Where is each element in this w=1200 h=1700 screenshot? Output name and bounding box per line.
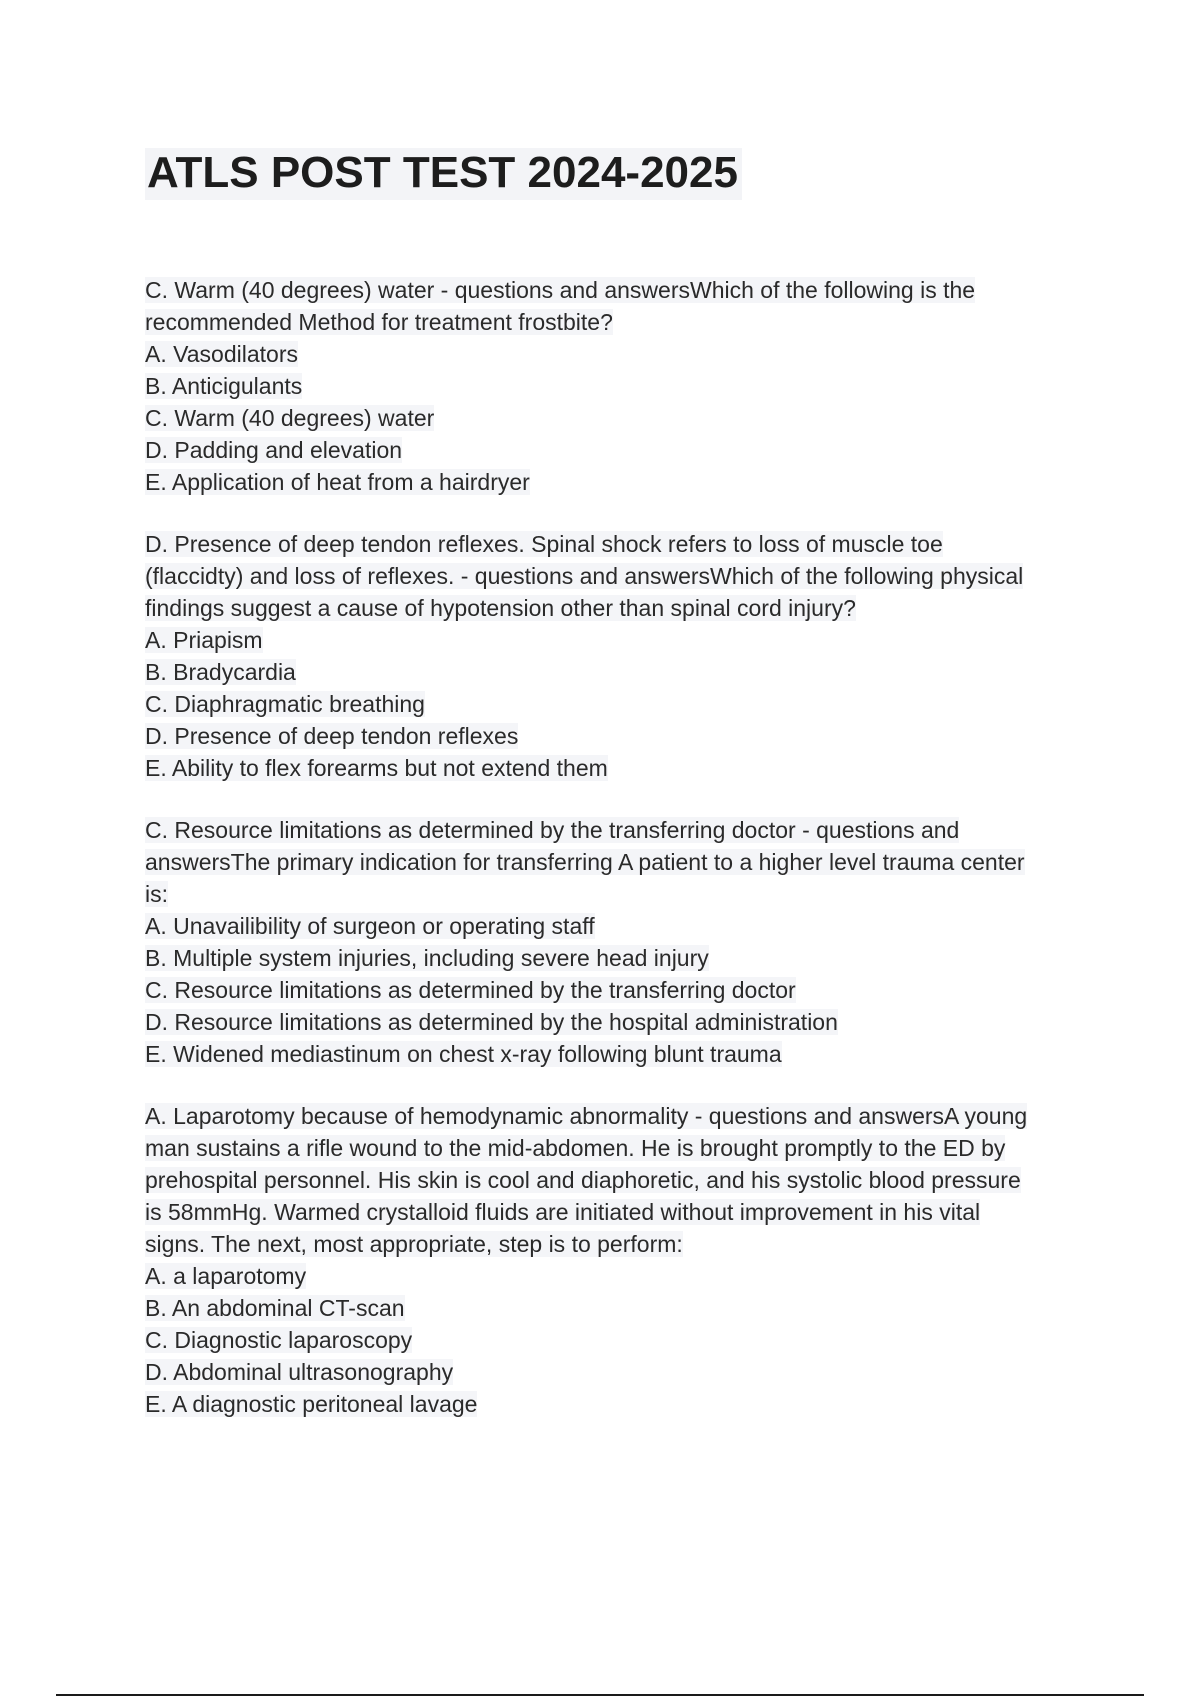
answer-option <box>145 1260 1085 1292</box>
question-stem-line <box>145 560 1085 592</box>
answer-option-text: D. Resource limitations as determined by the hospital administration <box>145 1009 838 1036</box>
answer-option-text: A. a laparotomy <box>145 1263 307 1290</box>
question-stem-line <box>145 1228 1085 1260</box>
answer-option-text: E. Application of heat from a hairdryer <box>145 469 530 496</box>
question-stem-line <box>145 1164 1085 1196</box>
question-stem-text: answersThe primary indication for transferring A patient to a higher level trauma center <box>145 849 1025 876</box>
question-stem-text: man sustains a rifle wound to the mid-abdomen. He is brought promptly to the ED by <box>145 1135 1006 1162</box>
answer-option <box>145 1388 1085 1420</box>
answer-option-text: E. Ability to flex forearms but not extend them <box>145 755 608 782</box>
document-page <box>145 148 1085 1450</box>
answer-option-text: D. Abdominal ultrasonography <box>145 1359 454 1386</box>
answer-option <box>145 942 1085 974</box>
question-stem-text: A. Laparotomy because of hemodynamic abnormality - questions and answersA young <box>145 1103 1028 1130</box>
question-stem-text: signs. The next, most appropriate, step is to perform: <box>145 1231 683 1258</box>
question-stem-line <box>145 306 1085 338</box>
answer-option <box>145 402 1085 434</box>
question-stem-line <box>145 528 1085 560</box>
answer-option-text: B. An abdominal CT-scan <box>145 1295 405 1322</box>
answer-option-text: C. Diagnostic laparoscopy <box>145 1327 413 1354</box>
answer-option-text: E. Widened mediastinum on chest x-ray following blunt trauma <box>145 1041 782 1068</box>
question-stem-text: C. Resource limitations as determined by the transferring doctor - questions and <box>145 817 960 844</box>
answer-option-text: D. Padding and elevation <box>145 437 403 464</box>
answer-option <box>145 466 1085 498</box>
answer-option-text: C. Resource limitations as determined by the transferring doctor <box>145 977 796 1004</box>
question-stem-line <box>145 846 1085 878</box>
question-stem-line <box>145 878 1085 910</box>
answer-option-text: C. Warm (40 degrees) water <box>145 405 435 432</box>
answer-option-text: D. Presence of deep tendon reflexes <box>145 723 519 750</box>
answer-option-text: B. Multiple system injuries, including severe head injury <box>145 945 709 972</box>
question-stem-line <box>145 592 1085 624</box>
page-title: ATLS POST TEST 2024-2025 <box>145 148 742 200</box>
answer-option <box>145 1006 1085 1038</box>
answer-option <box>145 1324 1085 1356</box>
question-stem-text: (flaccidty) and loss of reflexes. - questions and answersWhich of the following physical <box>145 563 1024 590</box>
answer-option <box>145 656 1085 688</box>
question-block <box>145 274 1085 498</box>
answer-option <box>145 910 1085 942</box>
answer-option <box>145 974 1085 1006</box>
question-block <box>145 528 1085 784</box>
question-stem-line <box>145 1196 1085 1228</box>
question-stem-text: C. Warm (40 degrees) water - questions and answersWhich of the following is the <box>145 277 976 304</box>
answer-option <box>145 434 1085 466</box>
question-stem-text: is: <box>145 881 168 908</box>
answer-option <box>145 624 1085 656</box>
question-block <box>145 814 1085 1070</box>
question-stem-text: prehospital personnel. His skin is cool and diaphoretic, and his systolic blood pressure <box>145 1167 1021 1194</box>
answer-option <box>145 1038 1085 1070</box>
footer-divider <box>56 1694 1144 1696</box>
answer-option <box>145 752 1085 784</box>
answer-option-text: C. Diaphragmatic breathing <box>145 691 425 718</box>
answer-option <box>145 688 1085 720</box>
answer-option-text: E. A diagnostic peritoneal lavage <box>145 1391 478 1418</box>
question-block <box>145 1100 1085 1420</box>
question-stem-line <box>145 274 1085 306</box>
question-stem-line <box>145 1100 1085 1132</box>
question-stem-text: D. Presence of deep tendon reflexes. Spinal shock refers to loss of muscle toe <box>145 531 943 558</box>
question-stem-text: is 58mmHg. Warmed crystalloid fluids are initiated without improvement in his vital <box>145 1199 981 1226</box>
answer-option-text: B. Anticigulants <box>145 373 303 400</box>
question-stem-text: findings suggest a cause of hypotension other than spinal cord injury? <box>145 595 856 622</box>
question-stem-line <box>145 814 1085 846</box>
answer-option <box>145 720 1085 752</box>
answer-option-text: A. Priapism <box>145 627 263 654</box>
question-stem-text: recommended Method for treatment frostbite? <box>145 309 613 336</box>
answer-option-text: A. Unavailibility of surgeon or operating staff <box>145 913 595 940</box>
answer-option <box>145 370 1085 402</box>
question-stem-line <box>145 1132 1085 1164</box>
answer-option <box>145 1356 1085 1388</box>
answer-option-text: B. Bradycardia <box>145 659 296 686</box>
answer-option <box>145 1292 1085 1324</box>
answer-option <box>145 338 1085 370</box>
answer-option-text: A. Vasodilators <box>145 341 298 368</box>
